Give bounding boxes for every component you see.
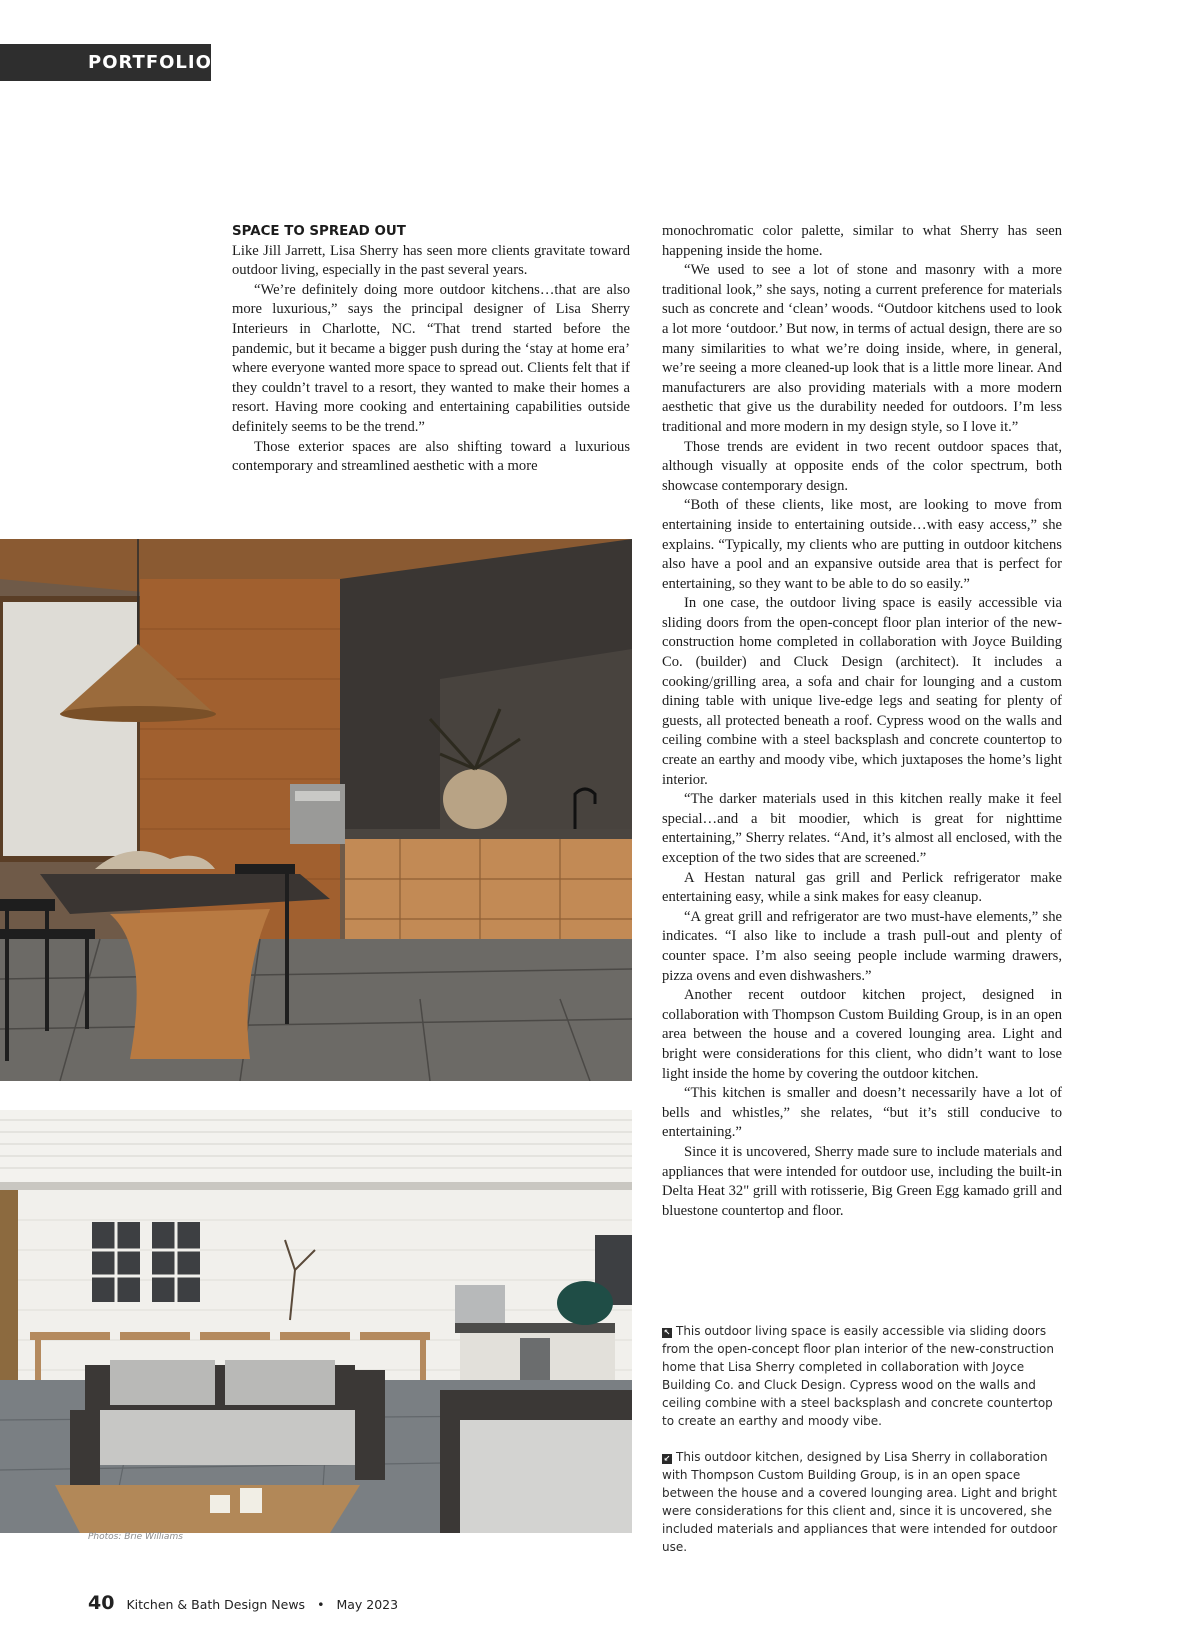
article-paragraph: “Both of these clients, like most, are looking to move from entertaining inside to entertaining outside…with easy access,” she explains. “Typically, my clients who are putting in outdoor kitchens also have a pool and an expansive outside area that is perfect for entertaining, so they want to be able to do so easily.” bbox=[662, 497, 1062, 592]
outdoor-kitchen-dark-photo bbox=[0, 539, 632, 1081]
article-paragraph: “The darker materials used in this kitchen really make it feel special…and a bit moodier, which is great for nighttime entertaining,” Sherry relates. “And, it’s almost all enclosed, with the exception of the two sides that are screened.” bbox=[662, 791, 1062, 866]
page-number: 40 bbox=[88, 1592, 115, 1614]
article-heading: SPACE TO SPREAD OUT bbox=[232, 224, 406, 239]
arrow-down-left-icon: ↙ bbox=[663, 1454, 671, 1463]
caption-text: This outdoor living space is easily accessible via sliding doors from the open-concept floor plan interior of the new-construction home that Lisa Sherry completed in collaboration with Joyce Building Co. and Cluck Design. Cypress wood on the walls and ceiling combine with a steel backsplash and concrete countertop to create an earthy and moody vibe. bbox=[662, 1324, 1054, 1428]
article-paragraph: In one case, the outdoor living space is easily accessible via sliding doors from the open-concept floor plan interior of the new-construction home completed in collaboration with Joyce Building Co. (builder) and Cluck Design (architect). It includes a cooking/grilling area, a sofa and chair for lounging and a custom dining table with unique live-edge legs and seating for plenty of guests, all protected beneath a roof. Cypress wood on the walls and ceiling combine with a steel backsplash and concrete countertop to create an earthy and moody vibe, which juxtaposes the home’s light interior. bbox=[662, 595, 1062, 788]
section-tag: PORTFOLIO bbox=[0, 44, 211, 81]
article-paragraph: Those exterior spaces are also shifting toward a luxurious contemporary and streamlined aesthetic with a more bbox=[232, 438, 630, 475]
photo-credit: Photos: Brie Williams bbox=[88, 1532, 183, 1542]
issue-date: May 2023 bbox=[336, 1597, 399, 1612]
article-column-right bbox=[662, 222, 1062, 1221]
article-paragraph: “We used to see a lot of stone and masonry with a more traditional look,” she says, noting a current preference for materials such as concrete and ‘clean’ woods. “Outdoor kitchens used to look a lot more ‘outdoor.’ But now, in terms of actual design, there are so many similarities to what we’re doing inside, where, in general, we’re seeing a more cleaned-up look that is a little more linear. And manufacturers are also providing materials with a more modern aesthetic that give us the durability needed for outdoors. I’m less traditional and more modern in my design style, so I love it.” bbox=[662, 262, 1062, 435]
article-paragraph: Another recent outdoor kitchen project, designed in collaboration with Thompson Custom Building Group, is in an open area between the house and a covered lounging area. Light and bright were considerations for this client, who didn’t want to lose light inside the home by covering the outdoor kitchen. bbox=[662, 987, 1062, 1082]
article-column-left bbox=[232, 222, 630, 477]
article-paragraph: Those trends are evident in two recent outdoor spaces that, although visually at opposite ends of the color spectrum, both showcase contemporary design. bbox=[662, 438, 1062, 494]
article-paragraph: Since it is uncovered, Sherry made sure to include materials and appliances that were intended for outdoor use, including the built-in Delta Heat 32" grill with rotisserie, Big Green Egg kamado grill and bluestone countertop and floor. bbox=[662, 1143, 1062, 1219]
footer-separator: • bbox=[317, 1597, 325, 1612]
publication-name: Kitchen & Bath Design News bbox=[126, 1597, 306, 1612]
page-footer bbox=[88, 1592, 398, 1614]
article-paragraph: “This kitchen is smaller and doesn’t necessarily have a lot of bells and whistles,” she relates, “but it’s still conducive to entertaining.” bbox=[662, 1085, 1062, 1141]
article-paragraph: “A great grill and refrigerator are two must-have elements,” she indicates. “I also like to include a trash pull-out and plenty of counter space. I’m also seeing people include warming drawers, pizza ovens and even dishwashers.” bbox=[662, 908, 1062, 984]
article-paragraph: monochromatic color palette, similar to what Sherry has seen happening inside the home. bbox=[662, 223, 1062, 259]
caption-text: This outdoor kitchen, designed by Lisa Sherry in collaboration with Thompson Custom Building Group, is in an open space between the house and a covered lounging area. Light and bright were considerations for this client and, since it is uncovered, she included materials and appliances that were intended for outdoor use. bbox=[662, 1450, 1058, 1554]
article-paragraph: Like Jill Jarrett, Lisa Sherry has seen more clients gravitate toward outdoor living, especially in the past several years. bbox=[232, 242, 630, 279]
outdoor-kitchen-light-photo bbox=[0, 1110, 632, 1533]
arrow-up-left-icon: ↖ bbox=[663, 1328, 671, 1337]
article-paragraph: A Hestan natural gas grill and Perlick refrigerator make entertaining easy, while a sink makes for easy cleanup. bbox=[662, 869, 1062, 906]
photo-caption bbox=[662, 1322, 1062, 1430]
photo-caption bbox=[662, 1448, 1062, 1556]
article-paragraph: “We’re definitely doing more outdoor kitchens…that are also more luxurious,” says the principal designer of Lisa Sherry Interieurs in Charlotte, NC. “That trend started before the pandemic, but it became a bigger push during the ‘stay at home era’ where everyone wanted more space to spread out. Clients felt that if they couldn’t travel to a resort, they wanted to make their homes a resort. Having more cooking and entertaining capabilities outside definitely seems to be the trend.” bbox=[232, 281, 630, 435]
